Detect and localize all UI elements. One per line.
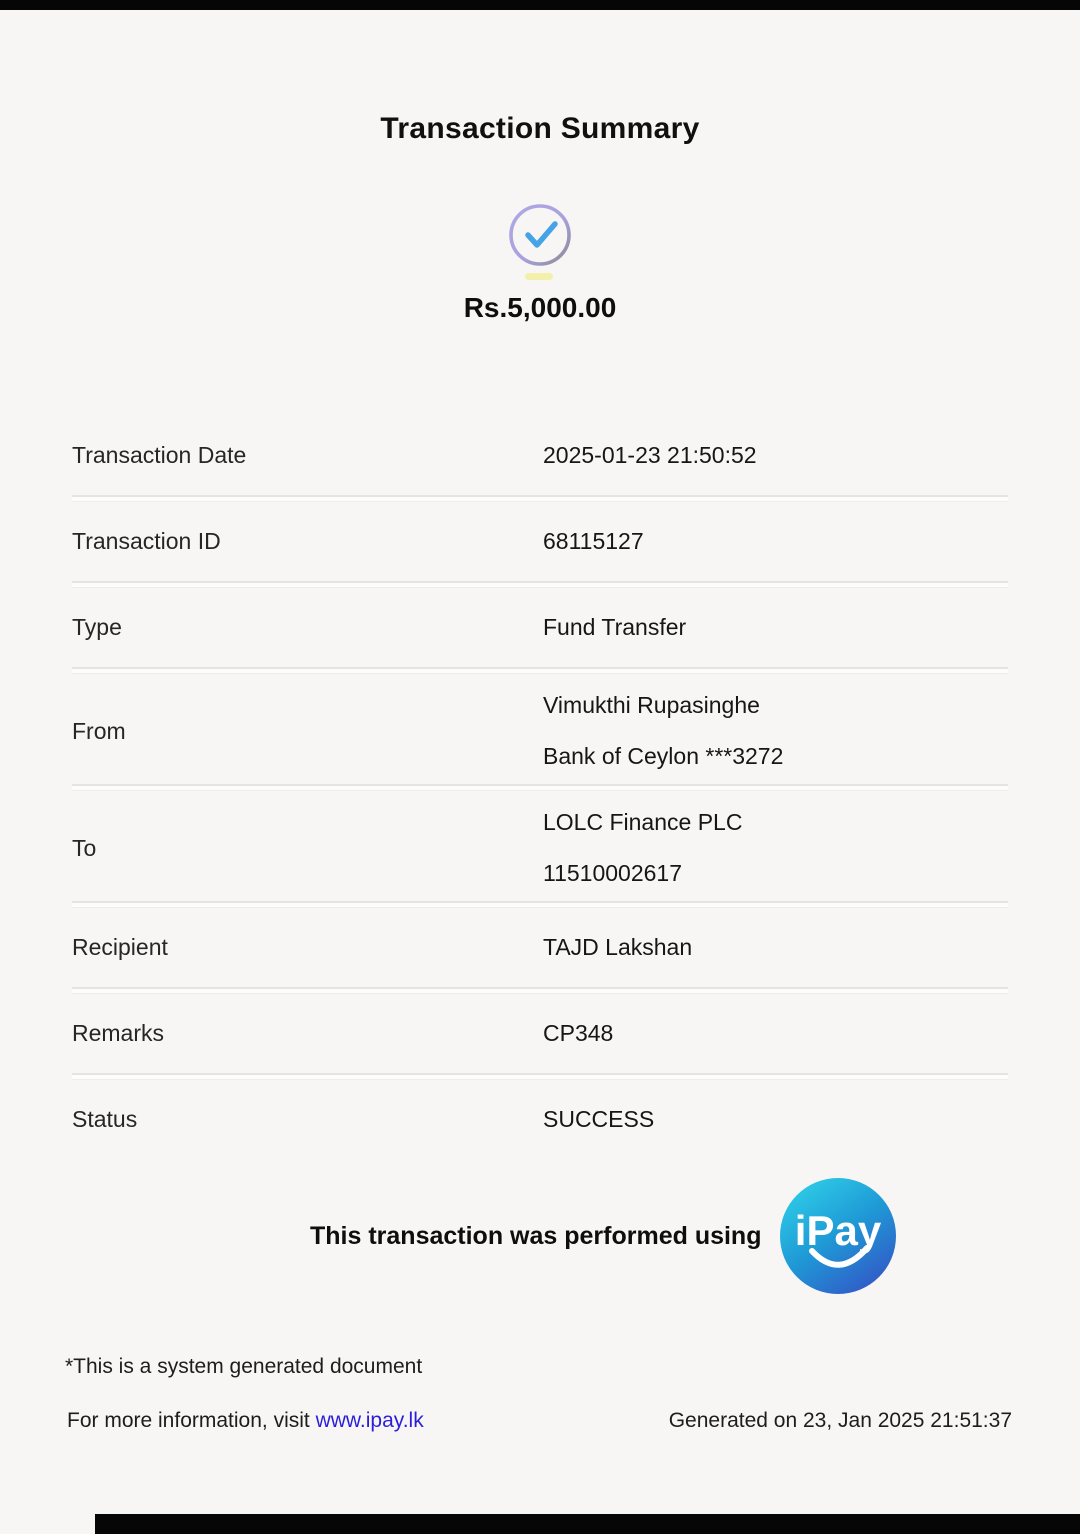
row-value: Fund Transfer — [543, 614, 687, 640]
highlight-smudge — [525, 273, 553, 280]
row-value: Vimukthi Rupasinghe — [543, 692, 760, 718]
row-divider — [72, 1073, 1008, 1080]
ipay-logo-text: iPay — [795, 1207, 882, 1254]
table-row-remarks — [72, 994, 1008, 1073]
ipay-logo-icon — [779, 1177, 897, 1295]
row-divider — [72, 495, 1008, 502]
row-label: Transaction ID — [72, 528, 221, 554]
success-check-wrap — [0, 202, 1080, 268]
row-value: 11510002617 — [543, 860, 682, 886]
table-row-type — [72, 588, 1008, 667]
footer-info-row — [67, 1409, 1012, 1433]
ipay-logo — [779, 1177, 897, 1295]
transaction-amount: Rs.5,000.00 — [463, 292, 617, 323]
page-title: Transaction Summary — [380, 112, 700, 145]
row-divider — [72, 901, 1008, 908]
more-info-text — [67, 1409, 424, 1433]
row-label: Type — [72, 614, 122, 640]
ipay-website-link[interactable]: www.ipay.lk — [315, 1409, 424, 1432]
performed-using-text: This transaction was performed using — [310, 1221, 762, 1250]
row-divider — [72, 784, 1008, 791]
row-label: Transaction Date — [72, 442, 247, 468]
row-label: Status — [72, 1106, 138, 1132]
row-divider — [72, 581, 1008, 588]
generated-timestamp: Generated on 23, Jan 2025 21:51:37 — [668, 1409, 1012, 1432]
table-row-status — [72, 1080, 1008, 1159]
table-row-to — [72, 791, 1008, 901]
row-label: To — [72, 834, 97, 861]
details-table — [72, 416, 1008, 1159]
row-divider — [72, 667, 1008, 674]
row-value: LOLC Finance PLC — [543, 809, 743, 835]
performed-using-section — [310, 1177, 897, 1295]
row-label: Recipient — [72, 934, 168, 960]
table-row-from — [72, 674, 1008, 784]
row-value: Bank of Ceylon ***3272 — [543, 743, 784, 769]
table-row-transaction-id — [72, 502, 1008, 581]
row-label: Remarks — [72, 1020, 165, 1046]
row-label: From — [72, 717, 126, 744]
row-divider — [72, 987, 1008, 994]
row-value: 68115127 — [543, 528, 644, 554]
bottom-black-bar — [95, 1514, 1080, 1534]
info-prefix: For more information, visit — [67, 1409, 316, 1432]
table-row-transaction-date — [72, 416, 1008, 495]
top-black-bar — [0, 0, 1080, 10]
system-generated-note: *This is a system generated document — [65, 1355, 423, 1378]
row-value: CP348 — [543, 1020, 614, 1046]
row-value: TAJD Lakshan — [543, 934, 693, 960]
success-check-icon — [507, 202, 573, 268]
table-row-recipient — [72, 908, 1008, 987]
row-value: 2025-01-23 21:50:52 — [543, 442, 757, 468]
status-value: SUCCESS — [543, 1106, 655, 1132]
